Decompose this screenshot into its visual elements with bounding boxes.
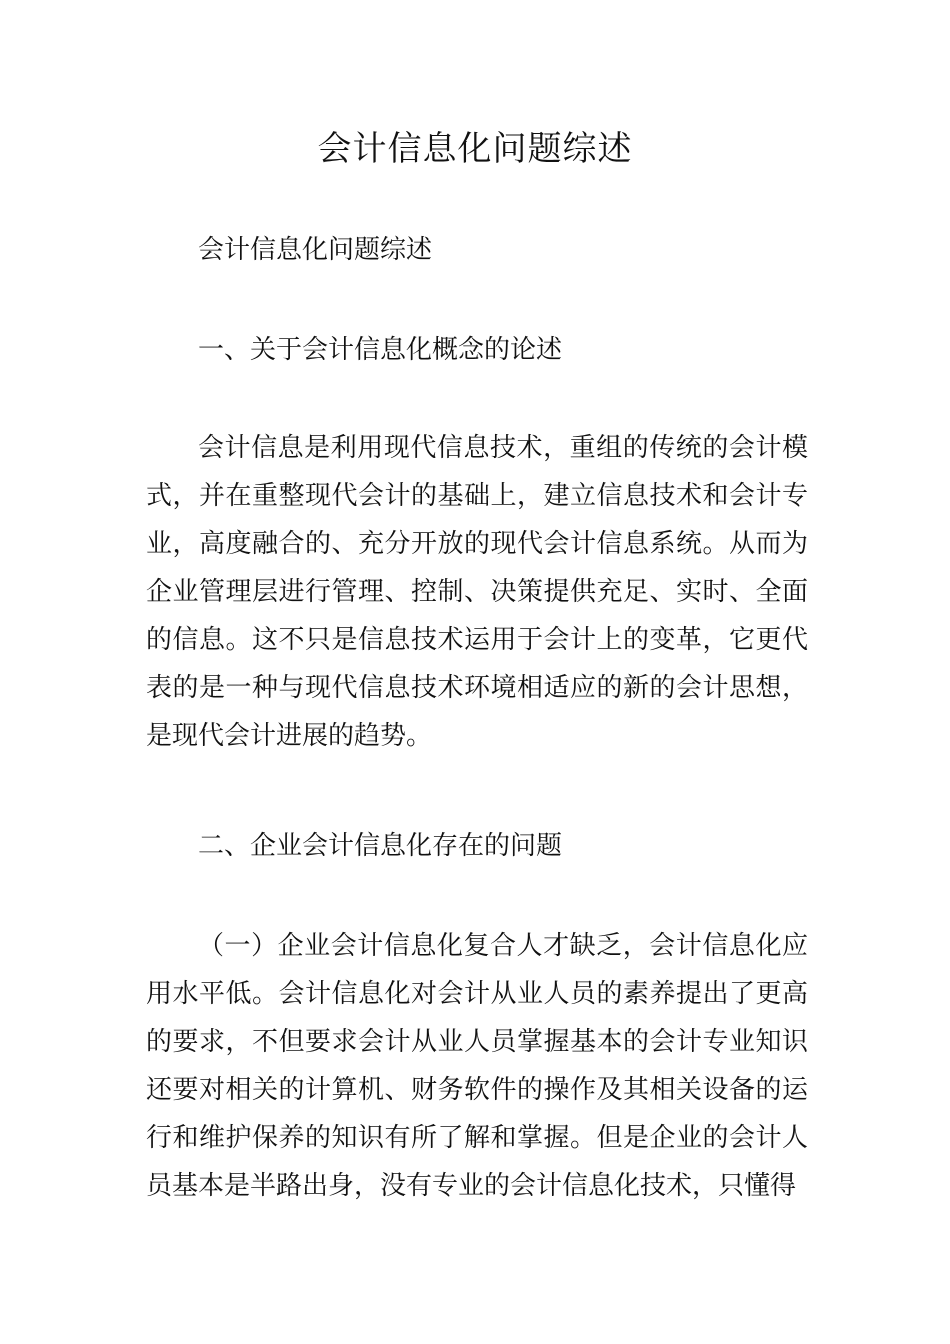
section-2-paragraph: （一）企业会计信息化复合人才缺乏，会计信息化应用水平低。会计信息化对会计从业人员的素养提出了更高的要求，不但要求会计从业人员掌握基本的会计专业知识还要对相关的计算机、财务软件的操作及其相关设备的运行和维护保养的知识有所了解和掌握。但是企业的会计人员基本是半路出身，没有专业的会计信息化技术，只懂得 — [146, 931, 808, 1201]
document-subtitle: 会计信息化问题综述 — [198, 235, 433, 265]
document-title: 会计信息化问题综述 — [317, 129, 633, 169]
section-1-paragraph: 会计信息是利用现代信息技术，重组的传统的会计模式，并在重整现代会计的基础上，建立信息技术和会计专业，高度融合的、充分开放的现代会计信息系统。从而为企业管理层进行管理、控制、决策提供充足、实时、全面的信息。这不只是信息技术运用于会计上的变革，它更代表的是一种与现代信息技术环境相适应的新的会计思想，是现代会计进展的趋势。 — [146, 433, 808, 751]
section-1-heading: 一、关于会计信息化概念的论述 — [198, 335, 563, 365]
section-2-heading: 二、企业会计信息化存在的问题 — [198, 831, 563, 861]
